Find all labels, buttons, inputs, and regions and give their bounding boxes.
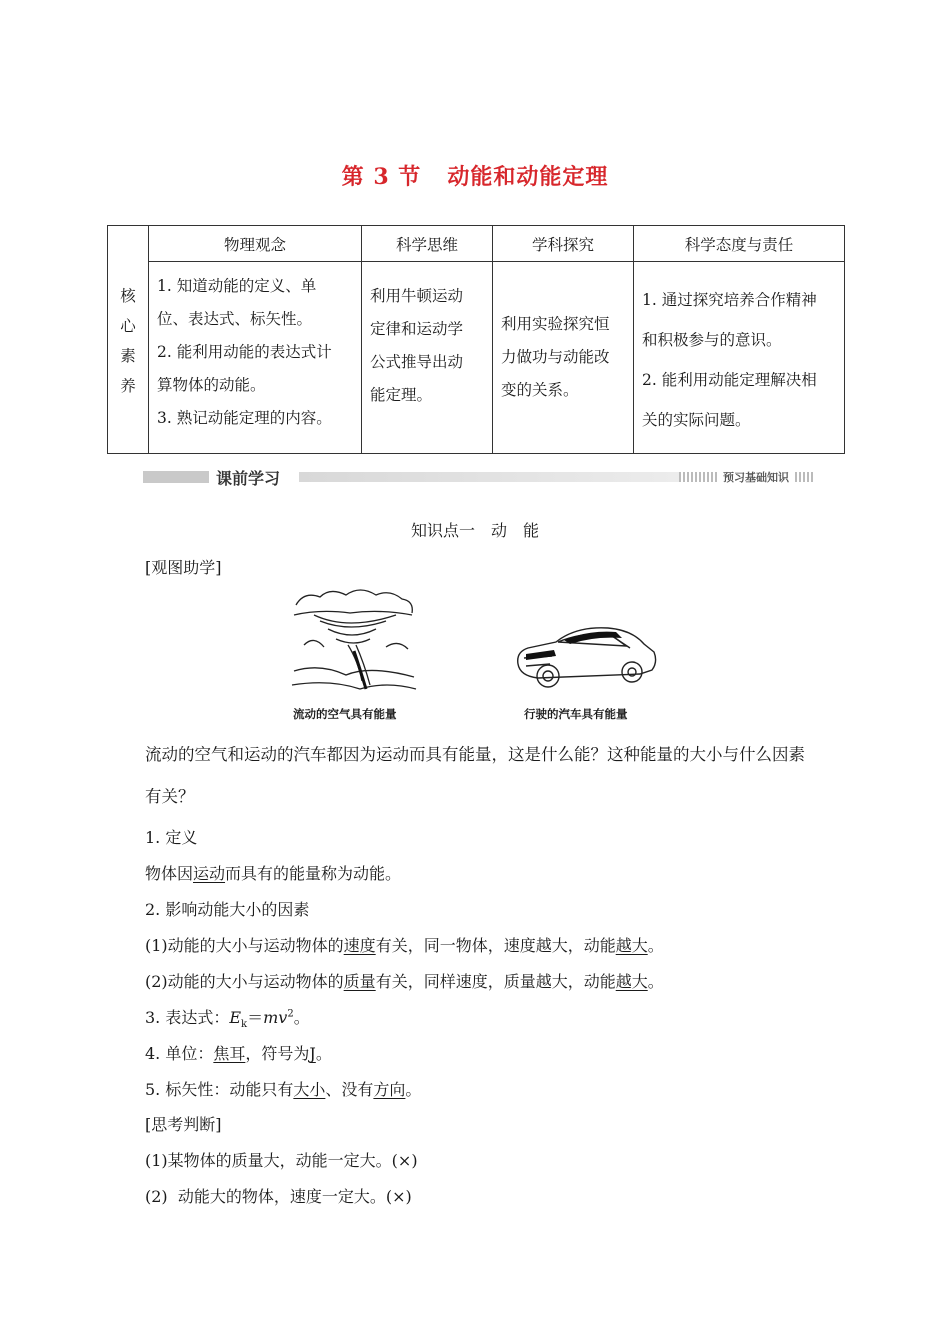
- caption-car: 行驶的汽车具有能量: [524, 707, 628, 721]
- answer-larger-2: 越大: [615, 972, 648, 991]
- answer-joule: 焦耳: [213, 1044, 246, 1063]
- definition-text: 物体因运动而具有的能量称为动能。: [145, 864, 402, 883]
- section-bar-right-label: 预习基础知识: [723, 471, 789, 484]
- tornado-illustration: [290, 585, 418, 697]
- judge-heading: [思考判断]: [145, 1115, 222, 1134]
- header-scientific-thinking: 科学思维: [362, 226, 493, 262]
- judge-item-1: (1)某物体的质量大，动能一定大。(×): [145, 1151, 418, 1170]
- section-title: 动能和动能定理: [447, 164, 609, 190]
- definition-title: 1. 定义: [145, 828, 198, 847]
- page-title: [0, 160, 950, 191]
- section-number: 第 3 节: [341, 164, 422, 190]
- cell-inquiry: 利用实验探究恒 力做功与动能改 变的关系。: [493, 262, 634, 454]
- cell-physics-concept: 1. 知道动能的定义、单 位、表达式、标矢性。 2. 能利用动能的表达式计 算物体的动能。 3. 熟记动能定理的内容。: [149, 262, 362, 454]
- core-literacy-table: [107, 225, 845, 454]
- header-physics-concept: 物理观念: [149, 226, 362, 262]
- scalar-vector: 5. 标矢性：动能只有大小、没有方向。: [145, 1080, 422, 1099]
- header-inquiry: 学科探究: [493, 226, 634, 262]
- judge-item-2: (2) 动能大的物体，速度一定大。(×): [145, 1187, 412, 1206]
- header-attitude: 科学态度与责任: [634, 226, 845, 262]
- answer-motion: 运动: [193, 864, 226, 883]
- cell-attitude: 1. 通过探究培养合作精神 和积极参与的意识。 2. 能利用动能定理解决相 关的实际问题。: [634, 262, 845, 454]
- answer-speed: 速度: [343, 936, 376, 955]
- caption-air: 流动的空气具有能量: [293, 707, 397, 721]
- answer-symbol-j: J: [309, 1044, 316, 1063]
- section-bar: [143, 466, 815, 488]
- unit: 4. 单位：焦耳，符号为J。: [145, 1044, 332, 1063]
- answer-direction: 方向: [373, 1080, 406, 1099]
- factors-title: 2. 影响动能大小的因素: [145, 900, 310, 919]
- factor-1: (1)动能的大小与运动物体的速度有关，同一物体，速度越大，动能越大。: [145, 936, 664, 955]
- car-illustration: [512, 618, 660, 694]
- expression: 3. 表达式：$E_k=mv^2$。: [145, 1008, 310, 1031]
- cell-scientific-thinking: 利用牛顿运动 定律和运动学 公式推导出动 能定理。: [362, 262, 493, 454]
- core-literacy-label: 核 心 素 养: [108, 226, 149, 454]
- answer-mass: 质量: [343, 972, 376, 991]
- knowledge-point-heading: 知识点一 动 能: [410, 521, 539, 540]
- section-bar-label: 课前学习: [216, 469, 281, 488]
- answer-magnitude: 大小: [293, 1080, 326, 1099]
- factor-2: (2)动能的大小与运动物体的质量有关，同样速度，质量越大，动能越大。: [145, 972, 664, 991]
- question-paragraph: 流动的空气和运动的汽车都因为运动而具有能量，这是什么能？这种能量的大小与什么因素有关？: [145, 745, 805, 806]
- answer-larger-1: 越大: [615, 936, 648, 955]
- figure-heading: [观图助学]: [145, 558, 222, 577]
